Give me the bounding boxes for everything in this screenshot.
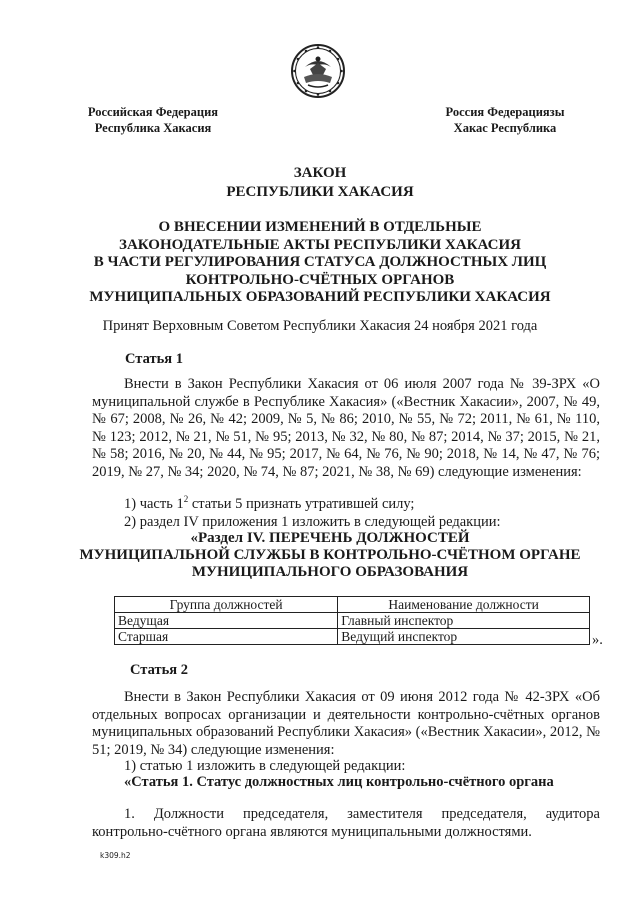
table-cell-title: Главный инспектор [338,613,590,629]
table-row [115,613,590,629]
statute-heading: «Статья 1. Статус должностных лиц контрольно-счётного органа [124,774,554,790]
section-iv-line3: МУНИЦИПАЛЬНОГО ОБРАЗОВАНИЯ [191,564,469,580]
section-iv-heading [60,530,600,581]
table-row [115,629,590,645]
header-right [430,104,580,136]
header-right-line1: Россия Федерациязы [445,105,565,119]
article1-intro: Внести в Закон Республики Хакасия от 06 июля 2007 года № 39-ЗРХ «О муниципальной службе в Республике Хакасия» («Вестник Хакасии», 2007, № 49, № 67; 2008, № 26, № 42; 2009, № 5, № 86; 2010, № 55, № 72; 2011, № 61, № 110, № 123; 2012, № 21, № 51, № 95; 2013, № 32, № 80, № 87; 2014, № 37; 2015, № 21, № 58; 2016, № 20, № 44, № 95; 2017, № 64, № 76, № 90; 2018, № 14, № 47, № 76; 2019, № 27, № 34; 2020, № 74, № 87; 2021, № 38, № 69) следующие изменения: [92,376,600,480]
law-subject-line3: В ЧАСТИ РЕГУЛИРОВАНИЯ СТАТУСА ДОЛЖНОСТНЫХ ЛИЦ [93,254,547,270]
law-subject-line2: ЗАКОНОДАТЕЛЬНЫЕ АКТЫ РЕСПУБЛИКИ ХАКАСИЯ [119,236,521,253]
table-header-title: Наименование должности [338,597,590,613]
law-subject-line5: МУНИЦИПАЛЬНЫХ ОБРАЗОВАНИЙ РЕСПУБЛИКИ ХАКАСИЯ [89,289,551,305]
section-iv-line2: МУНИЦИПАЛЬНОЙ СЛУЖБЫ В КОНТРОЛЬНО-СЧЁТНОМ ОРГАНЕ [79,547,581,563]
table-cell-group: Старшая [115,629,338,645]
table-header-row [115,597,590,613]
adoption-line: Принят Верховным Советом Республики Хакасия 24 ноября 2021 года [102,318,538,334]
law-title [40,164,600,202]
article2-heading: Статья 2 [130,662,188,678]
table-header-group: Группа должностей [115,597,338,613]
positions-table [114,596,590,645]
article1-item1 [124,496,414,514]
article1-heading: Статья 1 [125,351,183,367]
header-right-line2: Хакас Республика [453,121,557,135]
article2-item1: 1) статью 1 изложить в следующей редакции: [124,758,406,774]
law-subject-line4: КОНТРОЛЬНО-СЧЁТНЫХ ОРГАНОВ [185,271,455,288]
law-subject [40,219,600,307]
header-left-line1: Российская Федерация [87,105,219,119]
article2-intro: Внести в Закон Республики Хакасия от 09 июня 2012 года № 42-ЗРХ «Об отдельных вопросах организации и деятельности контрольно-счётных органов муниципальных образований Республики Хакасия» («Вестник Хакасии», 2012, № 51; 2019, № 34) следующие изменения: [92,689,600,758]
header-left [78,104,228,136]
law-title-line2: РЕСПУБЛИКИ ХАКАСИЯ [226,184,414,200]
law-subject-line1: О ВНЕСЕНИИ ИЗМЕНЕНИЙ В ОТДЕЛЬНЫЕ [158,219,482,235]
article1-item1-sup: 2 [183,494,189,505]
header-left-line2: Республика Хакасия [94,121,212,135]
table-cell-group: Ведущая [115,613,338,629]
table-cell-title: Ведущий инспектор [338,629,590,645]
statute-point1: 1. Должности председателя, заместителя председателя, аудитора контрольно-счётного органа являются муниципальными должностями. [92,806,600,840]
article1-item2: 2) раздел IV приложения 1 изложить в следующей редакции: [124,514,501,530]
section-iv-line1: «Раздел IV. ПЕРЕЧЕНЬ ДОЛЖНОСТЕЙ [190,530,470,546]
table-closing-quote: ». [592,632,603,648]
article1-item1-pre: 1) часть 1 [124,496,184,512]
footer-code: k309.h2 [100,851,131,860]
law-title-line1: ЗАКОН [293,165,347,181]
article1-item1-post: статьи 5 признать утратившей силу; [188,496,415,512]
coat-of-arms-emblem [290,43,346,99]
